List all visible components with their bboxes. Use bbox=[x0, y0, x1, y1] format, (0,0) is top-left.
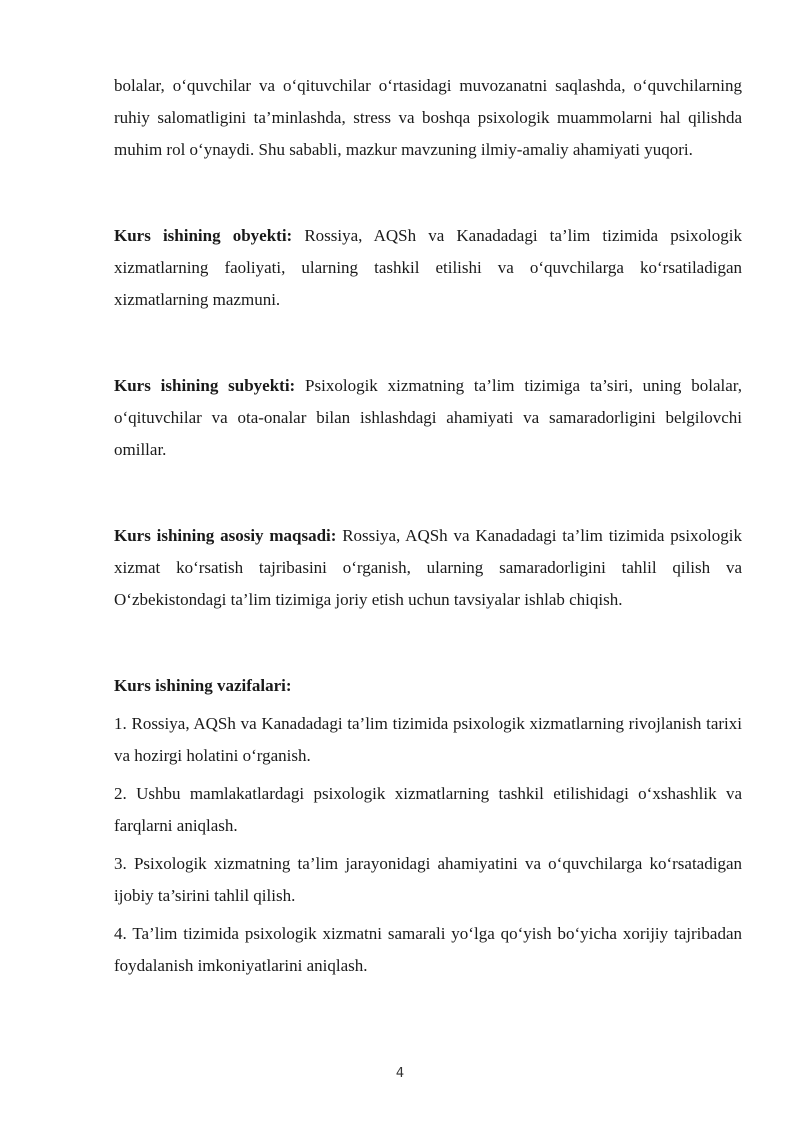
section-subject bbox=[114, 370, 742, 466]
section-object bbox=[114, 220, 742, 316]
task-item: 2. Ushbu mamlakatlardagi psixologik xizmatlarning tashkil etilishidagi o‘xshashlik va farqlarni aniqlash. bbox=[114, 784, 742, 835]
tasks-heading: Kurs ishining vazifalari: bbox=[114, 676, 292, 695]
section-label: Kurs ishining asosiy maqsadi: bbox=[114, 526, 337, 545]
page-number: 4 bbox=[395, 1066, 405, 1081]
page-content bbox=[114, 70, 742, 988]
section-label: Kurs ishining obyekti: bbox=[114, 226, 293, 245]
task-item: 1. Rossiya, AQSh va Kanadadagi ta’lim tizimida psixologik xizmatlarning rivojlanish tarixi va hozirgi holatini o‘rganish. bbox=[114, 714, 742, 765]
task-item: 4. Ta’lim tizimida psixologik xizmatni samarali yo‘lga qo‘yish bo‘yicha xorijiy tajribadan foydalanish imkoniyatlarini aniqlash. bbox=[114, 924, 742, 975]
intro-paragraph: bolalar, o‘quvchilar va o‘qituvchilar o‘rtasidagi muvozanatni saqlashda, o‘quvchilarning ruhiy salomatligini ta’minlashda, stress va boshqa psixologik muammolarni hal qilishda muhim rol o‘ynaydi. Shu sababli, mazkur mavzuning ilmiy-amaliy ahamiyati yuqori. bbox=[114, 76, 742, 159]
section-text: Rossiya, AQSh va Kanadadagi ta’lim tizimida psixologik xizmatlarning faoliyati, ularning tashkil etilishi va o‘quvchilarga ko‘rsatiladigan xizmatlarning mazmuni. bbox=[114, 226, 742, 309]
section-goal bbox=[114, 520, 742, 616]
section-label: Kurs ishining subyekti: bbox=[114, 376, 296, 395]
section-text: Psixologik xizmatning ta’lim tizimiga ta’siri, uning bolalar, o‘qituvchilar va ota-onalar bilan ishlashdagi ahamiyati va samaradorligini belgilovchi omillar. bbox=[114, 376, 742, 459]
task-item: 3. Psixologik xizmatning ta’lim jarayonidagi ahamiyatini va o‘quvchilarga ko‘rsatadigan ijobiy ta’sirini tahlil qilish. bbox=[114, 854, 742, 905]
section-text: Rossiya, AQSh va Kanadadagi ta’lim tizimida psixologik xizmat ko‘rsatish tajribasini o‘rganish, ularning samaradorligini tahlil qilish va O‘zbekistondagi ta’lim tizimiga joriy etish uchun tavsiyalar ishlab chiqish. bbox=[114, 526, 742, 609]
